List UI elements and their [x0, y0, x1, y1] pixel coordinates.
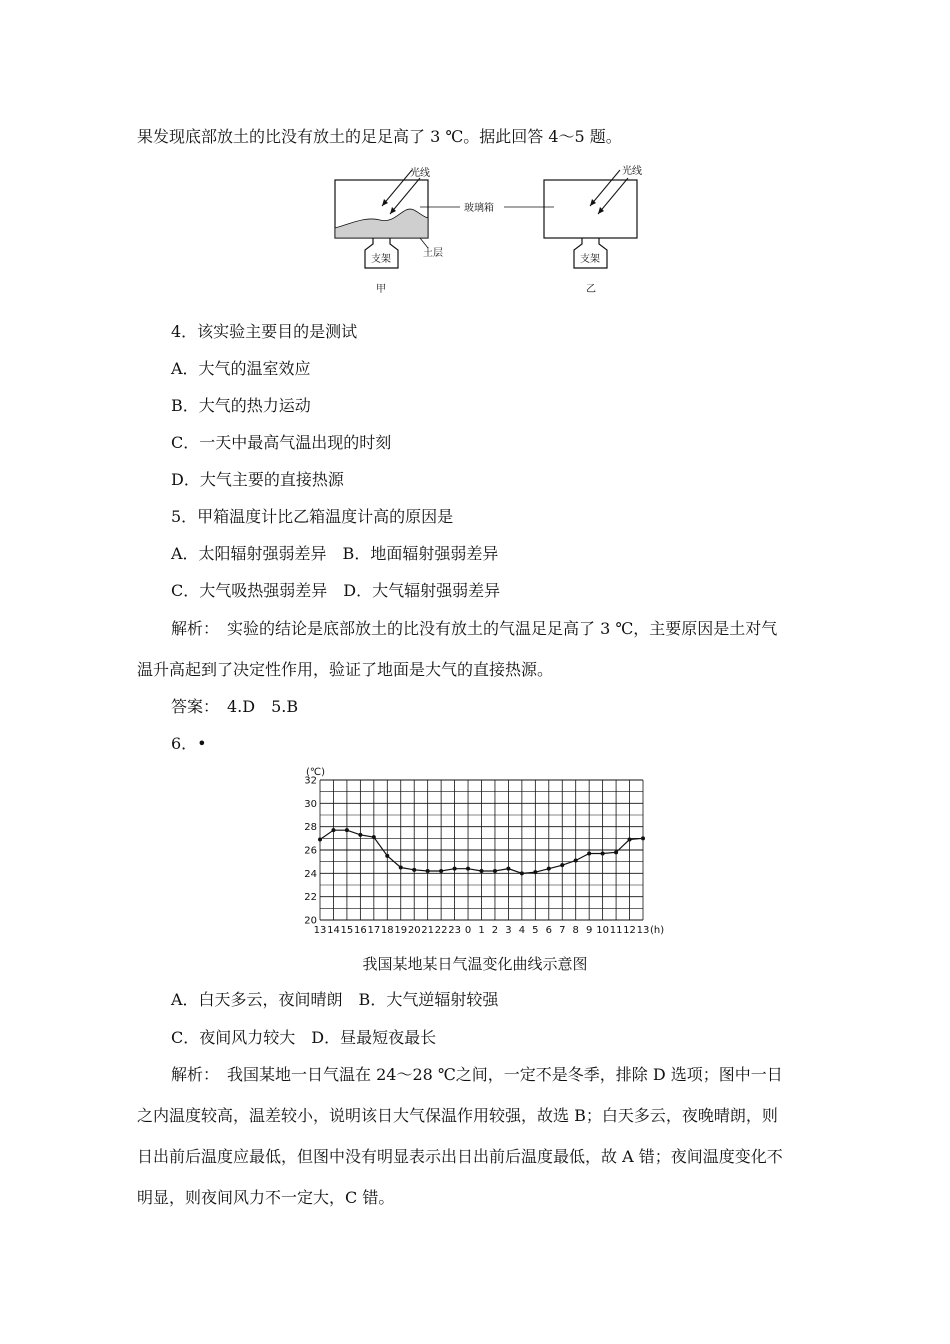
- q6-options-cd: C．夜间风力较大 D．昼最短夜最长: [171, 1028, 437, 1047]
- experiment-figure: [320, 158, 660, 298]
- y-tick-label: 32: [304, 775, 317, 787]
- soil-label: 土层: [423, 248, 443, 259]
- x-tick-label: 22: [434, 925, 448, 936]
- data-point: [372, 835, 376, 839]
- x-tick-label: 12: [623, 925, 636, 936]
- data-point: [358, 833, 362, 837]
- x-tick-label: 16: [354, 925, 367, 936]
- light-label-right: 光线: [622, 166, 642, 177]
- x-tick-label: 15: [340, 925, 354, 936]
- data-point: [601, 852, 605, 856]
- data-point: [412, 868, 416, 872]
- q5-options-cd: C．大气吸热强弱差异 D．大气辐射强弱差异: [171, 581, 501, 600]
- q4-stem: 4．该实验主要目的是测试: [171, 322, 358, 341]
- x-tick-label: 14: [327, 925, 340, 936]
- stand-label-left: 支架: [371, 254, 391, 265]
- q6-stem: 6．•: [171, 734, 207, 753]
- data-point: [614, 850, 618, 854]
- x-tick-label: 5: [532, 925, 539, 936]
- y-tick-label: 24: [304, 868, 317, 880]
- x-tick-label: 18: [380, 925, 394, 936]
- data-point: [426, 869, 430, 873]
- light-label-left: 光线: [410, 168, 430, 179]
- glass-box-label: 玻璃箱: [464, 203, 494, 214]
- x-tick-label: 11: [609, 925, 623, 936]
- x-tick-label: 1: [478, 925, 485, 936]
- glass-box-right: [544, 180, 637, 238]
- x-tick-label: 20: [407, 925, 421, 936]
- analysis6-line2: 之内温度较高，温差较小，说明该日大气保温作用较强，故选 B；白天多云，夜晚晴朗，则: [137, 1106, 778, 1125]
- x-tick-label: 13: [313, 925, 327, 936]
- stand-label-right: 支架: [580, 254, 600, 265]
- x-tick-label: 19: [394, 925, 408, 936]
- data-point: [587, 852, 591, 856]
- q5-stem: 5．甲箱温度计比乙箱温度计高的原因是: [171, 507, 454, 526]
- data-point: [574, 859, 578, 863]
- y-tick-label: 28: [304, 822, 317, 834]
- light-ray-left-1: [382, 170, 412, 206]
- y-tick-label: 22: [304, 892, 317, 904]
- x-tick-label: 13: [636, 925, 650, 936]
- x-axis-unit: (h): [650, 925, 665, 936]
- analysis45-line1: 解析： 实验的结论是底部放土的比没有放土的气温足足高了 3 ℃，主要原因是土对气: [171, 619, 778, 638]
- light-ray-right-2: [598, 178, 628, 214]
- x-tick-label: 4: [518, 925, 526, 936]
- y-tick-label: 30: [304, 798, 317, 810]
- data-point: [506, 867, 510, 871]
- caption-left: 甲: [376, 284, 386, 295]
- soil-layer: [335, 209, 428, 238]
- data-point: [399, 866, 403, 870]
- analysis6-line3: 日出前后温度应最低，但图中没有明显表示出日出前后温度最低，故 A 错；夜间温度变化不: [137, 1147, 783, 1166]
- data-point: [547, 867, 551, 871]
- y-tick-label: 26: [304, 845, 317, 857]
- x-tick-label: 21: [421, 925, 435, 936]
- x-tick-label: 0: [464, 925, 472, 936]
- x-tick-label: 3: [505, 925, 512, 936]
- y-axis-unit: (℃): [306, 767, 326, 778]
- analysis45-line2: 温升高起到了决定性作用，验证了地面是大气的直接热源。: [137, 660, 554, 679]
- q4-option-c: C．一天中最高气温出现的时刻: [171, 433, 392, 452]
- analysis6-line4: 明显，则夜间风力不一定大，C 错。: [137, 1188, 395, 1207]
- x-tick-label: 7: [559, 925, 566, 936]
- data-point: [318, 838, 322, 842]
- q4-option-d: D．大气主要的直接热源: [171, 470, 344, 489]
- temperature-chart: [300, 762, 700, 942]
- data-point: [466, 867, 470, 871]
- data-point: [453, 867, 457, 871]
- x-tick-label: 17: [367, 925, 381, 936]
- analysis6-line1: 解析： 我国某地一日气温在 24～28 ℃之间，一定不是冬季，排除 D 选项；图中一日: [171, 1065, 783, 1084]
- x-tick-label: 23: [448, 925, 461, 936]
- chart-title: 我国某地某日气温变化曲线示意图: [362, 955, 588, 973]
- data-point: [331, 828, 335, 832]
- data-point: [560, 863, 564, 867]
- data-point: [533, 870, 537, 874]
- x-tick-label: 6: [545, 925, 552, 936]
- x-tick-label: 8: [572, 925, 579, 936]
- data-point: [493, 869, 497, 873]
- x-tick-label: 10: [596, 925, 609, 936]
- q6-options-ab: A．白天多云，夜间晴朗 B．大气逆辐射较强: [171, 990, 499, 1009]
- data-point: [385, 854, 389, 858]
- data-point: [520, 871, 524, 875]
- y-tick-label: 20: [304, 915, 317, 927]
- data-point: [628, 838, 632, 842]
- light-ray-right-1: [590, 170, 620, 206]
- x-tick-label: 2: [491, 925, 499, 936]
- x-tick-label: 9: [585, 925, 593, 936]
- q4-option-b: B．大气的热力运动: [171, 396, 311, 415]
- data-point: [480, 869, 484, 873]
- q5-options-ab: A．太阳辐射强弱差异 B．地面辐射强弱差异: [171, 544, 499, 563]
- data-point: [345, 828, 349, 832]
- intro-line: 果发现底部放土的比没有放土的足足高了 3 ℃。据此回答 4～5 题。: [137, 127, 622, 146]
- data-point: [641, 836, 645, 840]
- caption-right: 乙: [586, 284, 596, 295]
- light-ray-left-2: [390, 178, 420, 214]
- q4-option-a: A．大气的温室效应: [171, 359, 311, 378]
- answer45: 答案： 4.D 5.B: [171, 697, 299, 716]
- data-point: [439, 869, 443, 873]
